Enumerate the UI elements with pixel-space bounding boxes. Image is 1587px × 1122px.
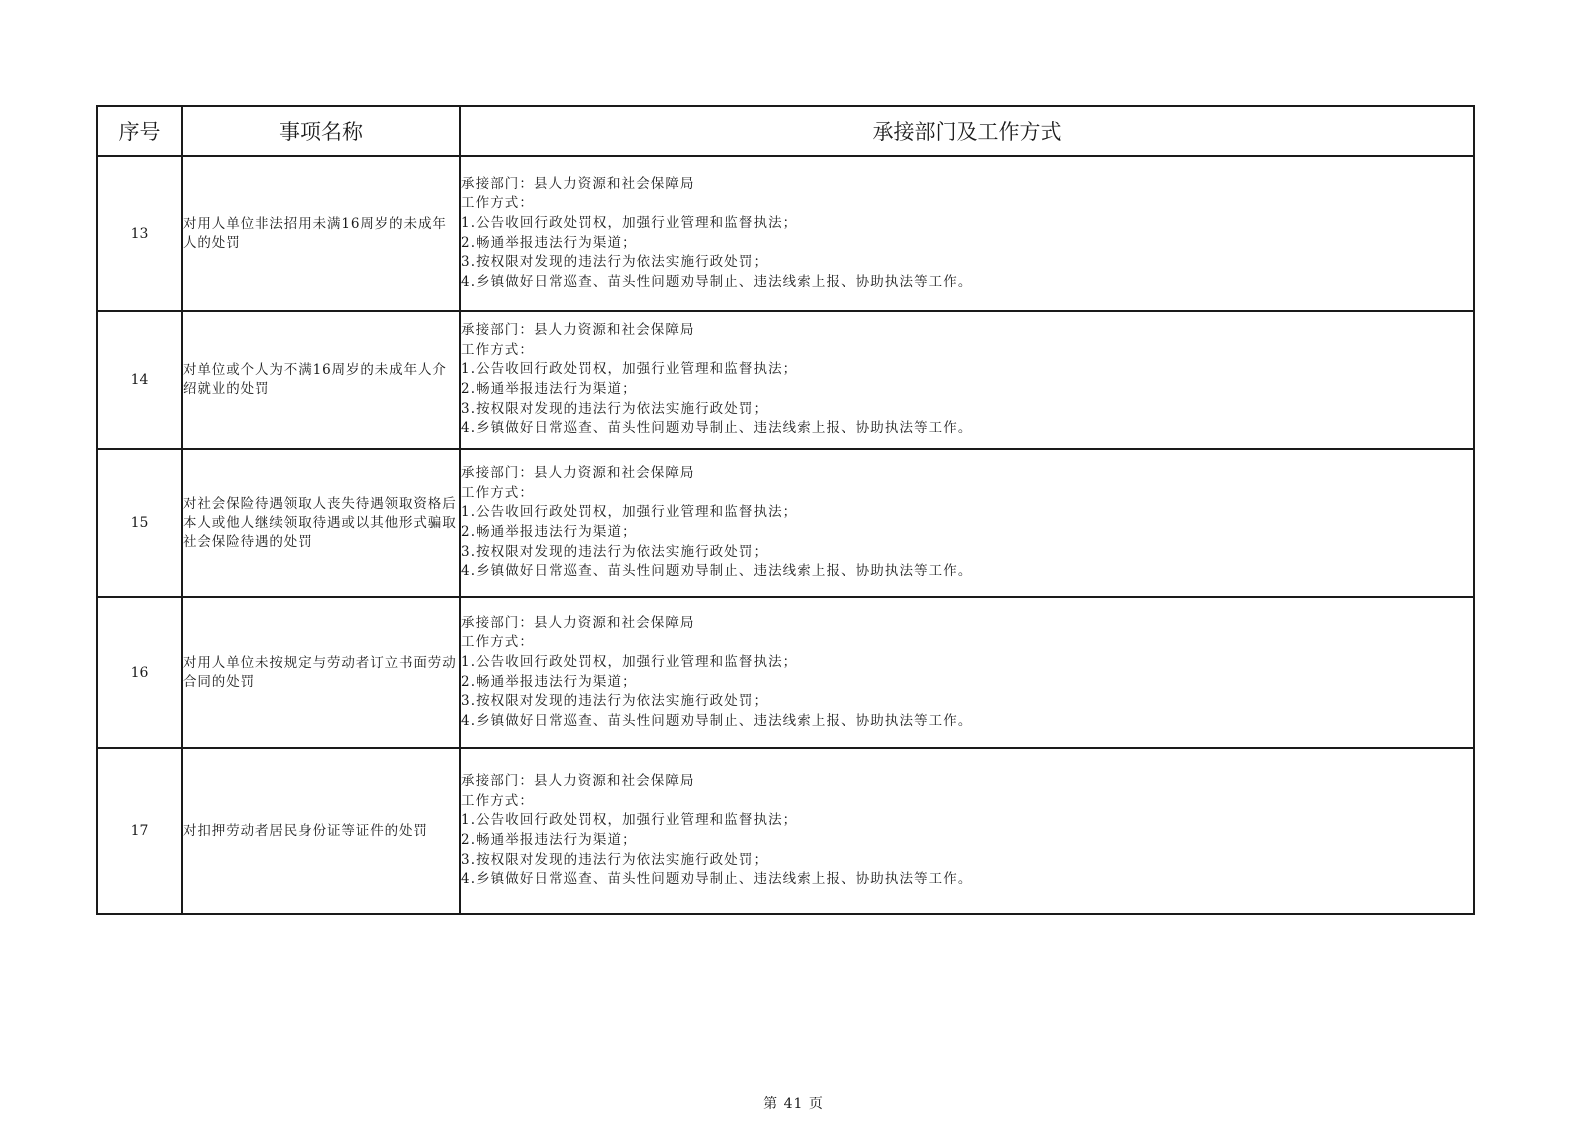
row-item-name: 对社会保险待遇领取人丧失待遇领取资格后本人或他人继续领取待遇或以其他形式骗取社会保险待遇的处罚 <box>182 449 460 597</box>
header-department-method: 承接部门及工作方式 <box>460 106 1474 156</box>
method-line: 4.乡镇做好日常巡查、苗头性问题劝导制止、违法线索上报、协助执法等工作。 <box>461 871 973 888</box>
method-line: 1.公告收回行政处罚权，加强行业管理和监督执法； <box>461 361 798 378</box>
method-line: 3.按权限对发现的违法行为依法实施行政处罚； <box>461 851 769 868</box>
method-line: 4.乡镇做好日常巡查、苗头性问题劝导制止、违法线索上报、协助执法等工作。 <box>461 712 973 729</box>
method-line: 4.乡镇做好日常巡查、苗头性问题劝导制止、违法线索上报、协助执法等工作。 <box>461 420 973 437</box>
method-line: 4.乡镇做好日常巡查、苗头性问题劝导制止、违法线索上报、协助执法等工作。 <box>461 563 973 580</box>
method-line: 3.按权限对发现的违法行为依法实施行政处罚； <box>461 400 769 417</box>
method-line: 2.畅通举报违法行为渠道； <box>461 234 637 251</box>
table-row <box>97 449 1474 597</box>
row-index: 16 <box>97 597 182 748</box>
row-index: 14 <box>97 311 182 449</box>
row-item-name: 对用人单位非法招用未满16周岁的未成年人的处罚 <box>182 156 460 311</box>
method-line: 1.公告收回行政处罚权，加强行业管理和监督执法； <box>461 214 798 231</box>
row-index: 17 <box>97 748 182 914</box>
table-body <box>97 156 1474 914</box>
header-item-name: 事项名称 <box>182 106 460 156</box>
row-item-name: 对用人单位未按规定与劳动者订立书面劳动合同的处罚 <box>182 597 460 748</box>
row-index: 15 <box>97 449 182 597</box>
method-line: 1.公告收回行政处罚权，加强行业管理和监督执法； <box>461 653 798 670</box>
method-line: 工作方式： <box>461 341 534 358</box>
method-line: 承接部门：县人力资源和社会保障局 <box>461 465 695 482</box>
method-line: 2.畅通举报违法行为渠道； <box>461 832 637 848</box>
page-number: 第 41 页 <box>763 1096 824 1112</box>
row-index: 13 <box>97 156 182 311</box>
row-department-method <box>460 311 1474 449</box>
method-line: 1.公告收回行政处罚权，加强行业管理和监督执法； <box>461 504 798 521</box>
method-line: 4.乡镇做好日常巡查、苗头性问题劝导制止、违法线索上报、协助执法等工作。 <box>461 273 973 290</box>
method-line: 承接部门：县人力资源和社会保障局 <box>461 773 695 790</box>
table-row <box>97 597 1474 748</box>
method-line: 1.公告收回行政处罚权，加强行业管理和监督执法； <box>461 812 798 829</box>
table-row <box>97 311 1474 449</box>
table-row <box>97 156 1474 311</box>
method-line: 承接部门：县人力资源和社会保障局 <box>461 175 695 192</box>
row-department-method <box>460 156 1474 311</box>
method-line: 工作方式： <box>461 484 534 501</box>
table-row <box>97 748 1474 914</box>
row-department-method <box>460 597 1474 748</box>
method-line: 工作方式： <box>461 195 534 212</box>
table-header-row <box>97 106 1474 156</box>
method-line: 2.畅通举报违法行为渠道； <box>461 381 637 397</box>
method-line: 2.畅通举报违法行为渠道； <box>461 524 637 540</box>
row-department-method <box>460 449 1474 597</box>
method-line: 工作方式： <box>461 634 534 651</box>
row-item-name: 对单位或个人为不满16周岁的未成年人介绍就业的处罚 <box>182 311 460 449</box>
method-line: 2.畅通举报违法行为渠道； <box>461 673 637 690</box>
method-line: 承接部门：县人力资源和社会保障局 <box>461 614 695 631</box>
method-line: 3.按权限对发现的违法行为依法实施行政处罚； <box>461 693 769 710</box>
method-line: 3.按权限对发现的违法行为依法实施行政处罚； <box>461 254 769 271</box>
row-item-name: 对扣押劳动者居民身份证等证件的处罚 <box>182 748 460 914</box>
row-department-method <box>460 748 1474 914</box>
method-line: 工作方式： <box>461 792 534 809</box>
method-line: 承接部门：县人力资源和社会保障局 <box>461 322 695 339</box>
items-table <box>96 105 1475 915</box>
header-index: 序号 <box>97 106 182 156</box>
method-line: 3.按权限对发现的违法行为依法实施行政处罚； <box>461 543 769 560</box>
